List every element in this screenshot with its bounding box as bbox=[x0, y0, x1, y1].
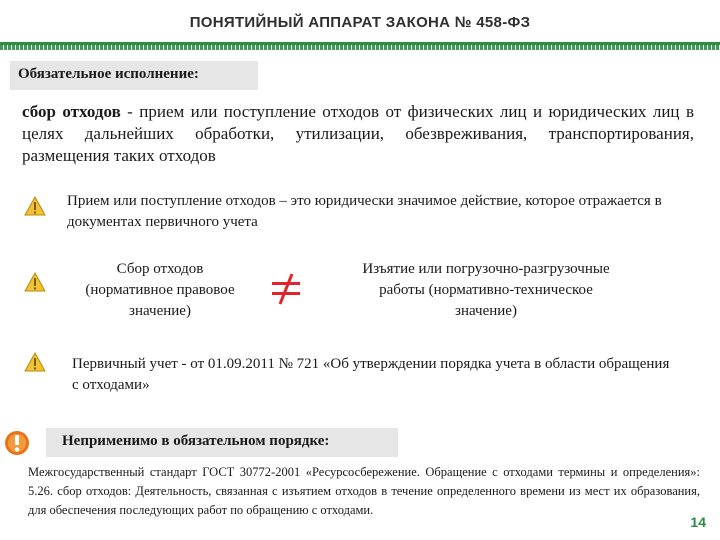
page-number: 14 bbox=[690, 514, 706, 530]
legal-meaning-line: (нормативное правовое bbox=[85, 282, 235, 298]
warning-triangle-icon bbox=[24, 196, 46, 216]
legal-meaning-line: значение) bbox=[129, 303, 191, 319]
technical-meaning-block bbox=[322, 259, 650, 322]
exclamation-icon bbox=[4, 430, 30, 456]
point-order-721: Первичный учет - от 01.09.2011 № 721 «Об утверждении порядка учета в области обращения с отходами» bbox=[72, 356, 670, 393]
mandatory-label: Обязательное исполнение: bbox=[10, 61, 258, 90]
not-equal-icon bbox=[266, 272, 306, 306]
optional-label: Неприменимо в обязательном порядке: bbox=[46, 428, 398, 457]
legal-meaning-block bbox=[60, 259, 260, 322]
definition-text: - прием или поступление отходов от физических лиц и юридических лиц в целях дальнейших обработки, утилизации, обезвреживания, транспортирования, размещения таких отходов bbox=[22, 102, 694, 165]
technical-meaning-line: работы (нормативно-техническое bbox=[379, 282, 593, 298]
page-title: ПОНЯТИЙНЫЙ АППАРАТ ЗАКОНА № 458-ФЗ bbox=[189, 14, 531, 31]
technical-meaning-line: Изъятие или погрузочно-разгрузочные bbox=[362, 261, 610, 277]
waste-collection-definition bbox=[22, 101, 694, 167]
definition-term: сбор отходов bbox=[22, 102, 121, 121]
point-primary-accounting: Прием или поступление отходов – это юридически значимое действие, которое отражается в документах первичного учета bbox=[67, 193, 662, 230]
gost-standard-text: Межгосударственный стандарт ГОСТ 30772-2001 «Ресурсосбережение. Обращение с отходами термины и определения»: 5.26. сбор отходов: Деятельность, связанная с изъятием отходов в течение определенного времени из мест их образования, для обеспечения последующих работ по обращению с отходами. bbox=[28, 465, 700, 517]
technical-meaning-line: значение) bbox=[455, 303, 517, 319]
warning-triangle-icon bbox=[24, 352, 46, 372]
title-divider bbox=[0, 42, 720, 50]
warning-triangle-icon bbox=[24, 272, 46, 292]
legal-meaning-line: Сбор отходов bbox=[116, 261, 204, 277]
